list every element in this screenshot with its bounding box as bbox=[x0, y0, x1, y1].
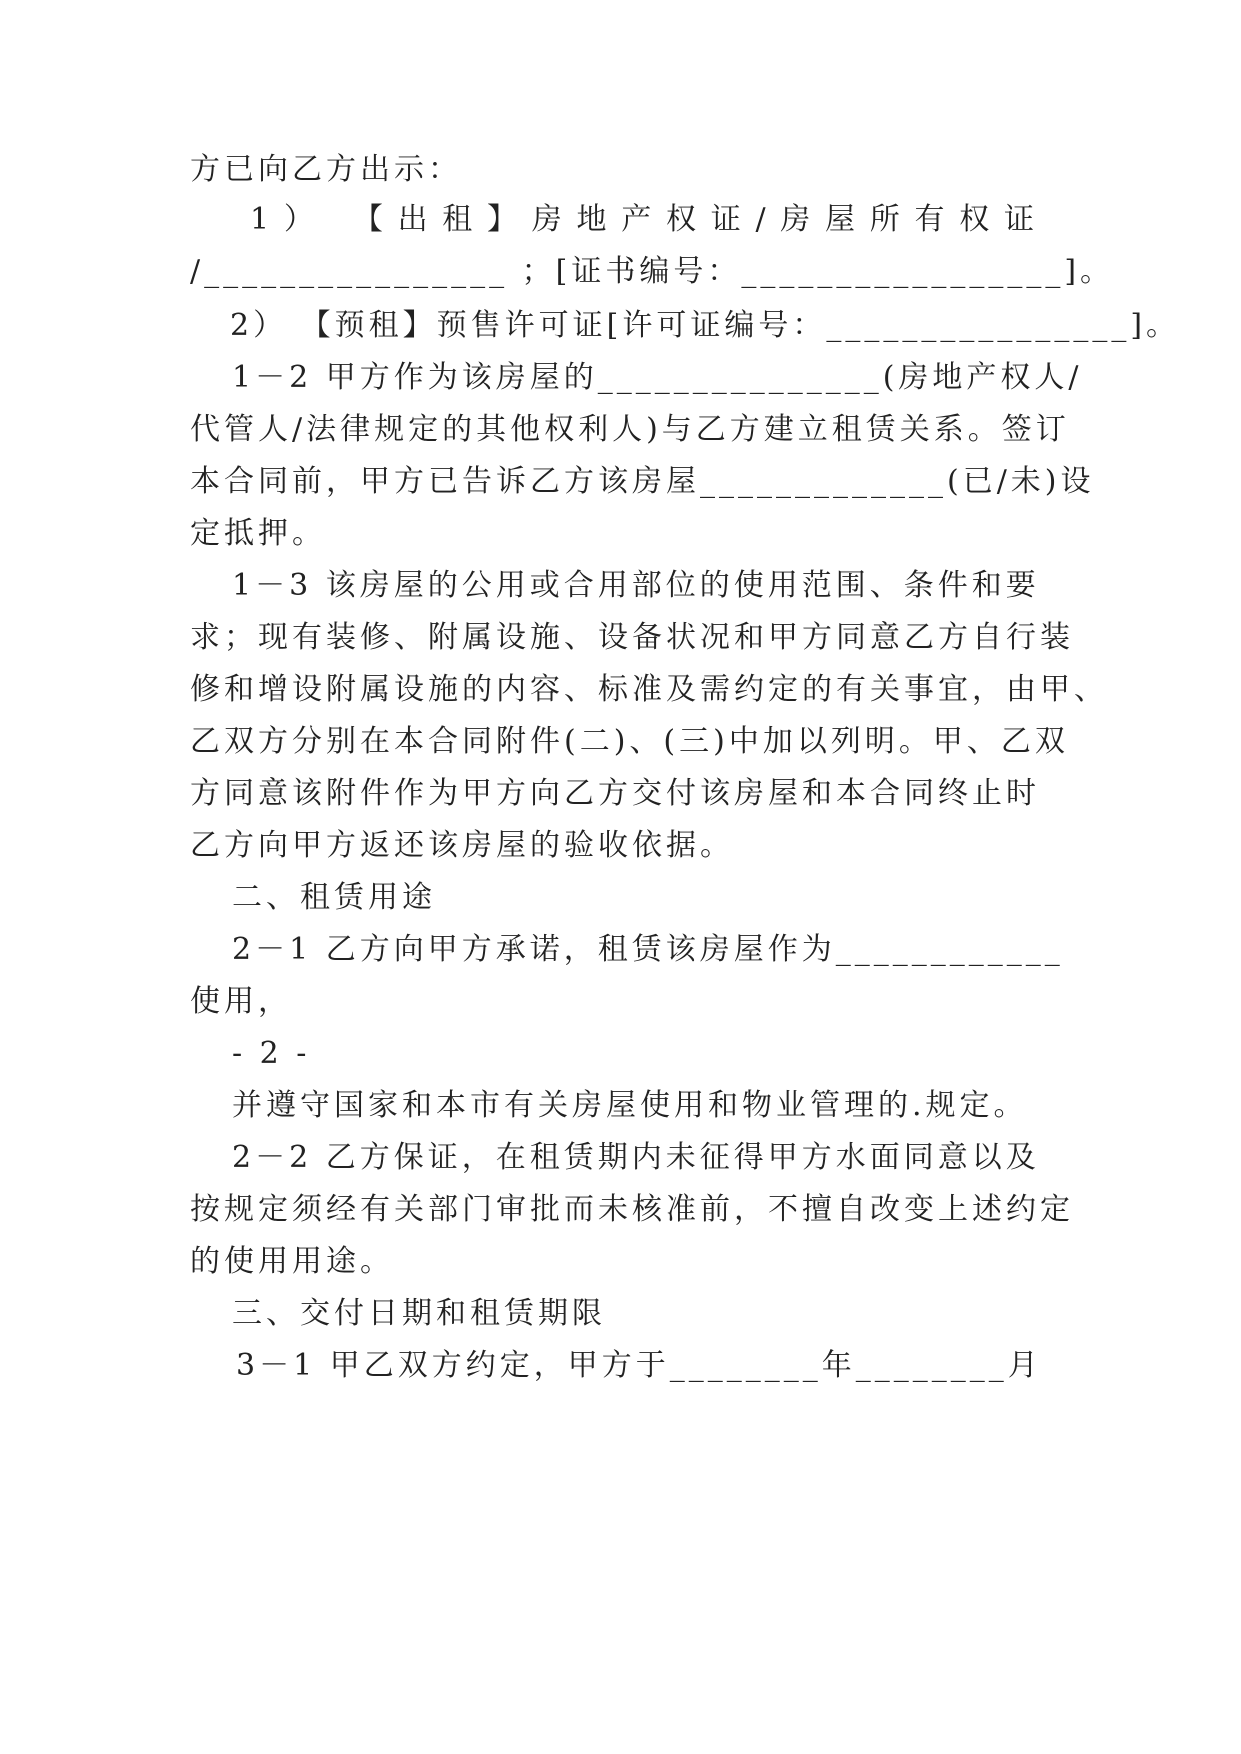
text-line: 按规定须经有关部门审批而未核准前，不擅自改变上述约定 bbox=[190, 1192, 1074, 1227]
page-number: - 2 - bbox=[232, 1036, 311, 1071]
text-line: 2） 【预租】预售许可证[许可证编号：________________]。 bbox=[230, 308, 1181, 343]
text-line: 本合同前，甲方已告诉乙方该房屋_____________(已/未)设 bbox=[190, 464, 1095, 499]
text-line: 2－1 乙方向甲方承诺，租赁该房屋作为____________ bbox=[232, 932, 1064, 967]
text-line: 修和增设附属设施的内容、标准及需约定的有关事宜，由甲、 bbox=[190, 672, 1108, 707]
text-line: /________________ ；[证书编号：_________________]。 bbox=[190, 254, 1115, 289]
text-line: 使用， bbox=[190, 984, 292, 1019]
text-line: 乙方向甲方返还该房屋的验收依据。 bbox=[190, 828, 734, 863]
text-line: 的使用用途。 bbox=[190, 1244, 394, 1279]
section-heading: 二、租赁用途 bbox=[232, 880, 436, 915]
text-line: 1－3 该房屋的公用或合用部位的使用范围、条件和要 bbox=[232, 568, 1040, 603]
text-line: 求；现有装修、附属设施、设备状况和甲方同意乙方自行装 bbox=[190, 620, 1074, 655]
text-line: 代管人/法律规定的其他权利人)与乙方建立租赁关系。签订 bbox=[190, 412, 1070, 447]
text-line: 3－1 甲乙双方约定，甲方于________年________月 bbox=[236, 1348, 1042, 1383]
text-line: 定抵押。 bbox=[190, 516, 326, 551]
text-line: 1） 【出租】房地产权证/房屋所有权证 bbox=[250, 202, 1044, 237]
text-line: 并遵守国家和本市有关房屋使用和物业管理的.规定。 bbox=[232, 1088, 1028, 1123]
text-line: 方已向乙方出示： bbox=[190, 152, 462, 187]
text-line: 方同意该附件作为甲方向乙方交付该房屋和本合同终止时 bbox=[190, 776, 1040, 811]
text-line: 2－2 乙方保证，在租赁期内未征得甲方水面同意以及 bbox=[232, 1140, 1040, 1175]
text-line: 乙双方分别在本合同附件(二)、(三)中加以列明。甲、乙双 bbox=[190, 724, 1069, 759]
section-heading: 三、交付日期和租赁期限 bbox=[232, 1296, 606, 1331]
text-line: 1－2 甲方作为该房屋的_______________(房地产权人/ bbox=[232, 360, 1083, 395]
